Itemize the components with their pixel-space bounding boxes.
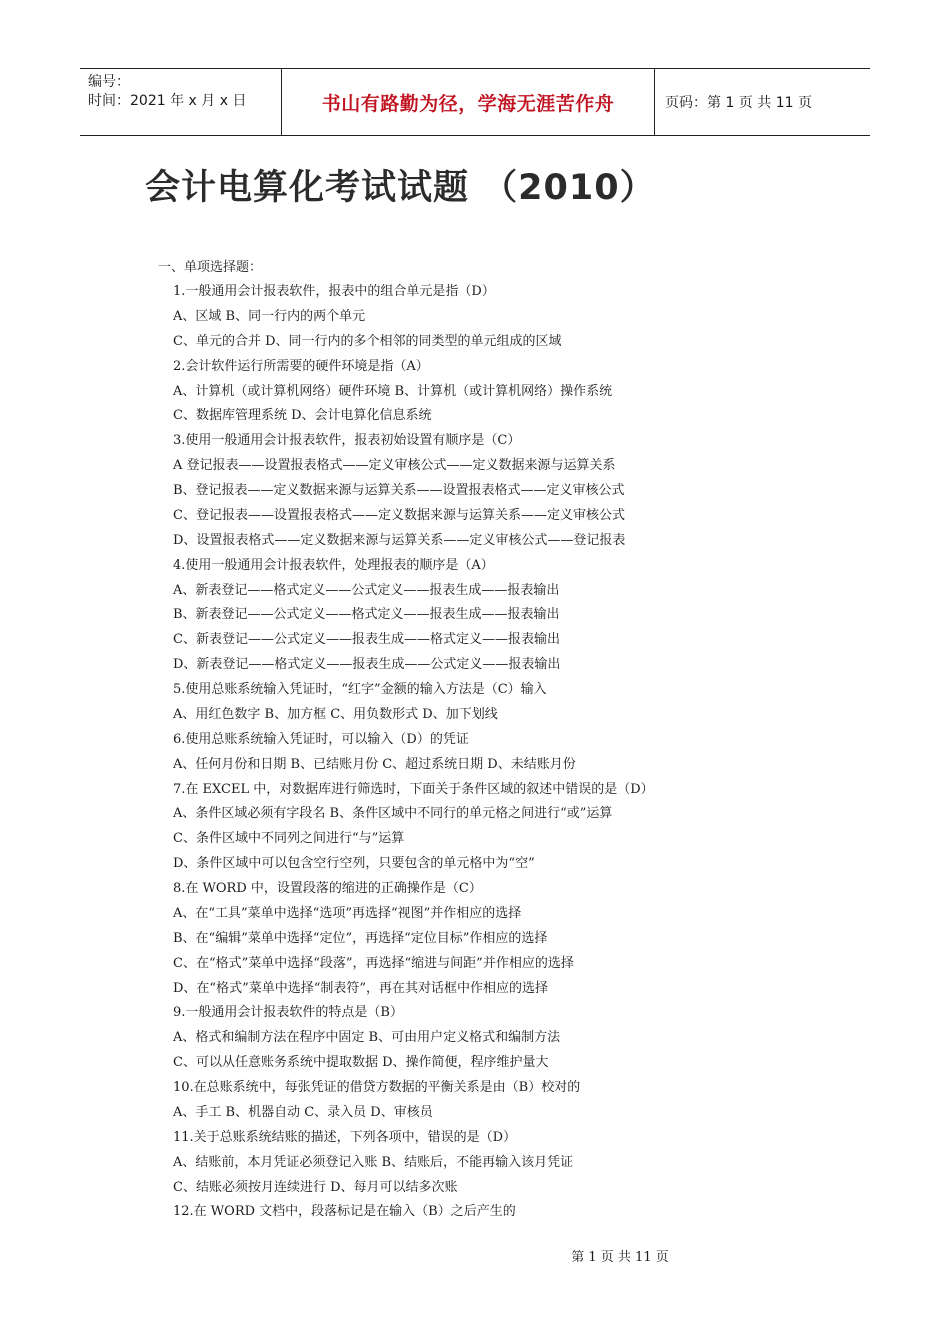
text-line: D、新表登记——格式定义——报表生成——公式定义——报表输出 xyxy=(173,657,561,673)
text-line: 10.在总账系统中，每张凭证的借贷方数据的平衡关系是由（B）校对的 xyxy=(173,1080,581,1095)
text-line: 9.一般通用会计报表软件的特点是（B） xyxy=(173,1005,403,1021)
text-line: C、结账必须按月连续进行 D、每月可以结多次账 xyxy=(173,1179,458,1195)
text-line: A、条件区域必须有字段名 B、条件区域中不同行的单元格之间进行“或”运算 xyxy=(173,806,613,822)
document-title: 会计电算化考试试题 （2010） xyxy=(145,168,656,208)
text-line: C、数据库管理系统 D、会计电算化信息系统 xyxy=(173,408,432,424)
page-header xyxy=(80,68,870,136)
text-line: A、用红色数字 B、加方框 C、用负数形式 D、加下划线 xyxy=(173,706,498,722)
header-meta xyxy=(80,69,281,135)
text-line: C、条件区域中不同列之间进行“与”运算 xyxy=(173,831,405,847)
document-body xyxy=(158,255,758,1225)
section-title: 一、单项选择题： xyxy=(158,260,263,275)
text-line: 1.一般通用会计报表软件，报表中的组合单元是指（D） xyxy=(173,284,495,299)
text-line: 2.会计软件运行所需要的硬件环境是指（A） xyxy=(173,358,429,374)
text-line: C、新表登记——公式定义——报表生成——格式定义——报表输出 xyxy=(173,632,560,648)
text-line: D、设置报表格式——定义数据来源与运算关系——定义审核公式——登记报表 xyxy=(173,532,626,548)
text-line: B、登记报表——定义数据来源与运算关系——设置报表格式——定义审核公式 xyxy=(173,483,625,498)
header-page-info-cell xyxy=(655,69,870,135)
text-line: A、在“工具”菜单中选择“选项”再选择“视图”并作相应的选择 xyxy=(173,905,522,921)
question-list xyxy=(158,280,758,1225)
text-line: B、在“编辑”菜单中选择“定位”，再选择“定位目标”作相应的选择 xyxy=(173,930,548,946)
page-footer: 第 1 页 共 11 页 xyxy=(571,1250,669,1265)
text-line: C、在“格式”菜单中选择“段落”，再选择“缩进与间距”并作相应的选择 xyxy=(173,955,574,971)
text-line: 11.关于总账系统结账的描述，下列各项中，错误的是（D） xyxy=(173,1129,517,1145)
text-line: B、新表登记——公式定义——格式定义——报表生成——报表输出 xyxy=(173,607,560,623)
header-page-info: 页码：第 1 页 共 11 页 xyxy=(665,95,812,111)
text-line: C、单元的合并 D、同一行内的多个相邻的同类型的单元组成的区域 xyxy=(173,333,562,349)
text-line: 4.使用一般通用会计报表软件，处理报表的顺序是（A） xyxy=(173,557,494,573)
text-line: A、任何月份和日期 B、已结账月份 C、超过系统日期 D、未结账月份 xyxy=(173,756,576,772)
text-line: 6.使用总账系统输入凭证时，可以输入（D）的凭证 xyxy=(173,731,469,747)
text-line: A、区域 B、同一行内的两个单元 xyxy=(173,308,366,324)
header-motto-cell xyxy=(281,69,655,135)
text-line: C、登记报表——设置报表格式——定义数据来源与运算关系——定义审核公式 xyxy=(173,507,625,523)
time-label: 时间：2021 年 x 月 x 日 xyxy=(88,93,247,109)
text-line: A、新表登记——格式定义——公式定义——报表生成——报表输出 xyxy=(173,582,560,598)
text-line: A 登记报表——设置报表格式——定义审核公式——定义数据来源与运算关系 xyxy=(173,458,616,474)
text-line: 12.在 WORD 文档中，段落标记是在输入（B）之后产生的 xyxy=(173,1204,516,1220)
text-line: A、格式和编制方法在程序中固定 B、可由用户定义格式和编制方法 xyxy=(173,1030,561,1046)
text-line: A、计算机（或计算机网络）硬件环境 B、计算机（或计算机网络）操作系统 xyxy=(173,383,613,399)
text-line: 3.使用一般通用会计报表软件，报表初始设置有顺序是（C） xyxy=(173,433,521,449)
text-line: 5.使用总账系统输入凭证时，“红字”金额的输入方法是（C）输入 xyxy=(173,682,547,697)
text-line: A、手工 B、机器自动 C、录入员 D、审核员 xyxy=(173,1104,433,1120)
header-motto: 书山有路勤为径，学海无涯苦作舟 xyxy=(321,92,615,115)
text-line: D、在“格式”菜单中选择“制表符”，再在其对话框中作相应的选择 xyxy=(173,980,549,996)
text-line: 7.在 EXCEL 中，对数据库进行筛选时，下面关于条件区域的叙述中错误的是（D） xyxy=(173,781,654,797)
text-line: D、条件区域中可以包含空行空列，只要包含的单元格中为“空” xyxy=(173,856,535,872)
number-label: 编号： xyxy=(88,74,130,90)
text-line: 8.在 WORD 中，设置段落的缩进的正确操作是（C） xyxy=(173,881,482,896)
text-line: C、可以从任意账务系统中提取数据 D、操作简便，程序维护量大 xyxy=(173,1055,549,1071)
text-line: A、结账前，本月凭证必须登记入账 B、结账后，不能再输入该月凭证 xyxy=(173,1154,574,1170)
